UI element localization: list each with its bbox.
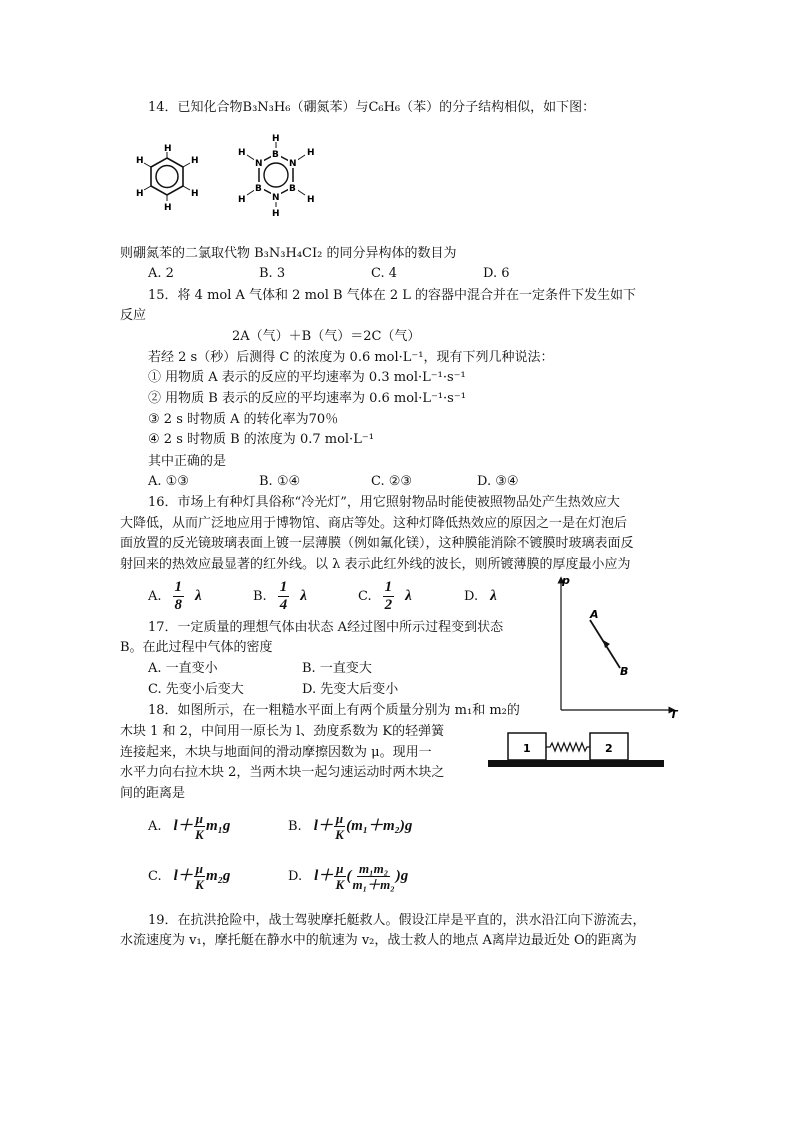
q15-ask: 其中正确的是	[148, 454, 227, 469]
svg-text:N: N	[255, 159, 263, 169]
q18-option-b: B. l＋ $\frac{\mu}{K}$ (m₁＋m₂)g	[288, 811, 413, 842]
q16-line-1: 16．市场上有种灯具俗称“冷光灯”，用它照射物品时能使被照物品处产生热效应大	[148, 495, 620, 510]
svg-text:H: H	[191, 189, 199, 199]
graph-y-label: p	[562, 574, 570, 587]
q19-line-2: 水流速度为 v₁，摩托艇在静水中的航速为 v₂，战士救人的地点 A离岸边最近处 O的距离为	[120, 933, 637, 948]
q16-line-3: 面放置的反光镜玻璃表面上镀一层薄膜（例如氟化镁），这种膜能消除不镀膜时玻璃表面反	[120, 536, 634, 551]
svg-text:H: H	[272, 209, 280, 219]
svg-text:H: H	[272, 134, 280, 144]
q18-line-3: 连接起来，木块与地面间的滑动摩擦因数为 μ。现用一	[120, 745, 432, 760]
q14-option-a: A. 2	[148, 266, 174, 281]
q17-line-1: 17．一定质量的理想气体由状态 A经过图中所示过程变到状态	[148, 620, 504, 635]
q18-line-1: 18．如图所示，在一粗糙水平面上有两个质量分别为 m₁和 m₂的	[148, 703, 520, 718]
q15-condition: 若经 2 s（秒）后测得 C 的浓度为 0.6 mol·L⁻¹，现有下列几种说法：	[148, 350, 554, 365]
q15-option-c: C. ②③	[371, 474, 413, 489]
q14-option-c: C. 4	[371, 266, 398, 281]
q18-option-d: D. l＋ $\frac{\mu}{K}$ ( $\frac{\text{m₁m₂}}{\text{m₁＋m₂}}$ ) g	[288, 861, 409, 892]
block-2-label: 2	[605, 742, 613, 755]
graph-x-label: T	[670, 708, 678, 718]
q19-line-1: 19．在抗洪抢险中，战士驾驶摩托艇救人。假设江岸是平直的，洪水沿江向下游流去，	[148, 913, 646, 928]
svg-text:H: H	[307, 148, 315, 158]
q14-option-d: D. 6	[483, 266, 510, 281]
q17-option-a: A. 一直变小	[148, 661, 218, 676]
q18-option-c: C. l＋ $\frac{\mu}{K}$ m₂g	[148, 861, 231, 892]
spring-blocks-diagram	[486, 727, 668, 773]
q14-option-b: B. 3	[259, 266, 286, 281]
q18-line-4: 水平力向右拉木块 2，当两木块一起匀速运动时两木块之	[120, 765, 445, 780]
svg-text:H: H	[238, 195, 246, 205]
q16-option-a: A. $\frac{1}{8}$ λ	[148, 579, 202, 613]
q15-option-a: A. ①③	[148, 474, 189, 489]
q16-option-d: D. λ	[464, 588, 497, 604]
svg-text:H: H	[238, 148, 246, 158]
svg-text:H: H	[136, 189, 144, 199]
benzene-h-top: H	[164, 144, 172, 154]
q15-claim-1: ① 用物质 A 表示的反应的平均速率为 0.3 mol·L⁻¹·s⁻¹	[148, 370, 466, 385]
borazine-b-top: B	[272, 150, 279, 160]
q18-line-5: 间的距离是	[120, 786, 186, 801]
svg-text:H: H	[307, 195, 315, 205]
svg-text:B: B	[255, 184, 262, 194]
svg-text:B: B	[289, 184, 296, 194]
q18-line-2: 木块 1 和 2，中间用一原长为 l、劲度系数为 K的轻弹簧	[120, 724, 445, 739]
svg-text:N: N	[272, 193, 280, 203]
q15-claim-4: ④ 2 s 时物质 B 的浓度为 0.7 mol·L⁻¹	[148, 432, 374, 447]
q16-line-2: 大降低，从而广泛地应用于博物馆、商店等处。这种灯降低热效应的原因之一是在灯泡后	[120, 516, 628, 531]
q15-option-d: D. ③④	[477, 474, 519, 489]
graph-point-a: A	[590, 608, 599, 621]
borazine-diagram	[226, 132, 326, 224]
svg-text:H: H	[164, 203, 172, 213]
q15-option-b: B. ①④	[259, 474, 301, 489]
q17-option-b: B. 一直变大	[302, 661, 372, 676]
q14-ask: 则硼氮苯的二氯取代物 B₃N₃H₄CI₂ 的同分异构体的数目为	[120, 246, 457, 261]
graph-point-b: B	[620, 665, 629, 678]
q17-option-d: D. 先变大后变小	[302, 682, 399, 697]
block-1-label: 1	[523, 742, 531, 755]
q16-option-b: B. $\frac{1}{4}$ λ	[253, 579, 307, 613]
q15-claim-3: ③ 2 s 时物质 A 的转化率为70％	[148, 412, 339, 427]
q17-line-2: B。在此过程中气体的密度	[120, 640, 273, 655]
svg-text:H: H	[136, 156, 144, 166]
q15-stem-1: 15．将 4 mol A 气体和 2 mol B 气体在 2 L 的容器中混合并在一定条件下发生如下	[148, 288, 637, 303]
q17-option-c: C. 先变小后变大	[148, 682, 244, 697]
q15-equation: 2A（气）＋B（气）＝2C（气）	[232, 329, 421, 344]
q14-stem: 14．已知化合物B₃N₃H₆（硼氮苯）与C₆H₆（苯）的分子结构相似，如下图：	[148, 100, 596, 115]
q15-claim-2: ② 用物质 B 表示的反应的平均速率为 0.6 mol·L⁻¹·s⁻¹	[148, 391, 466, 406]
q16-line-4: 射回来的热效应最显著的红外线。以 λ 表示此红外线的波长，则所镀薄膜的厚度最小应为	[120, 557, 631, 572]
pT-graph	[548, 572, 684, 718]
q16-option-c: C. $\frac{1}{2}$ λ	[358, 579, 412, 613]
q18-option-a: A. l＋ $\frac{\mu}{K}$ m₁g	[148, 811, 231, 842]
svg-text:H: H	[191, 156, 199, 166]
benzene-diagram	[120, 144, 215, 216]
svg-text:N: N	[289, 159, 297, 169]
q15-stem-2: 反应	[120, 308, 147, 323]
